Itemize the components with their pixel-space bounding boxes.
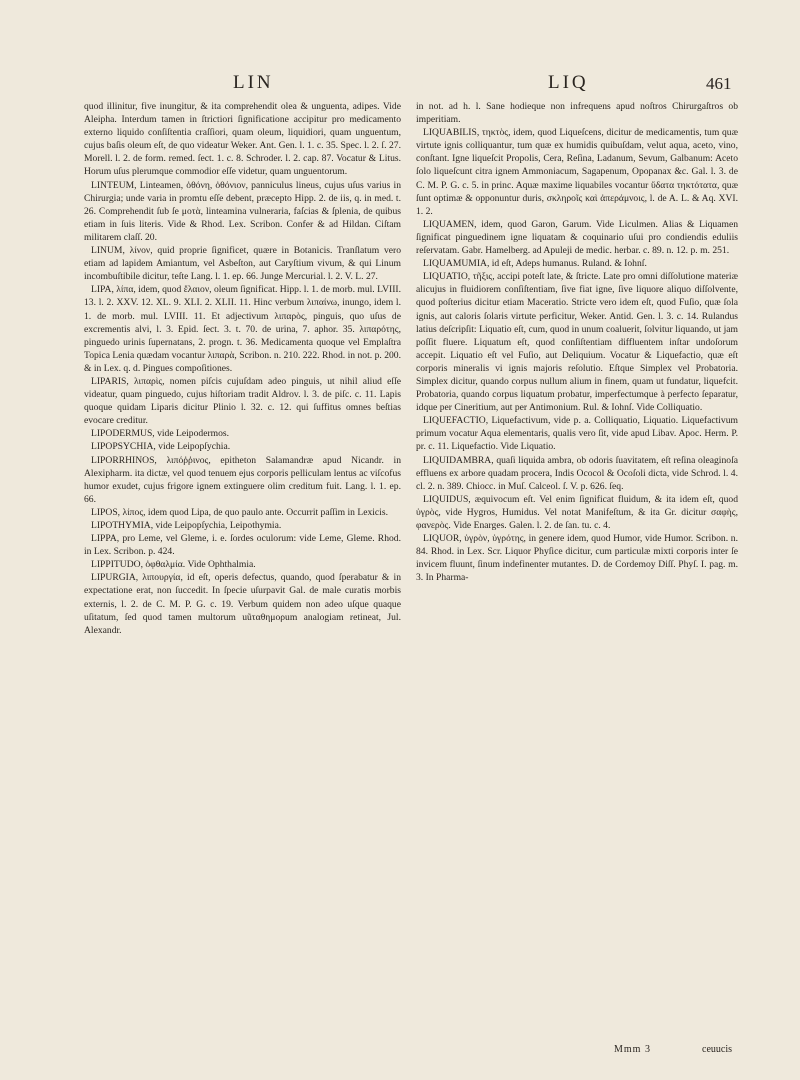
entry-paragraph: LIPURGIA, λιπουργία, id eſt, operis defectus, quando, quod ſperabatur & in expectatione erat, non ſuccedit. In ſpecie uſurpavit Gal. de male curatis morbis externis, l. 2. de C. M. P. G. c. 19. Verbum quidem non adeo uſque quaque uſitatum, ſed quod tamen multorum uũταθημoρum analogiam retineat, Jul. Alexandr. bbox=[84, 572, 401, 636]
entry-paragraph: in not. ad h. l. Sane hodieque non infrequens apud noſtros Chirurgaſtros ob imperitiam. bbox=[416, 101, 738, 126]
entry-paragraph: LIPODERMUS, vide Leipodermos. bbox=[91, 428, 230, 440]
entry-paragraph: LIPORRHINOS, λιπόῤῥινος, epitheton Salamandræ apud Nicandr. in Alexipharm. ita dictæ, vel quod tenuem ejus corporis pelliculam lentus ac viſcofus humor exudet, cujus frigore ignem extinguere olim creditum fuit. Lang. l. 1. ep. 66. bbox=[84, 454, 401, 505]
entry-paragraph: LIQUIDUS, æquivocum eſt. Vel enim ſignificat fluidum, & ita idem eſt, quod ὑγρὸς, vide Hygros, Humidus. Vel notat Manifeſtum, & ita Gr. dicitur σαφὴς, φανερὸς. Vide Enarges. Galen. l. 2. de ſan. tu. c. 4. bbox=[416, 493, 738, 531]
entry-paragraph: LIQUAMEN, idem, quod Garon, Garum. Vide Liculmen. Alias & Liquamen ſignificat pinguedinem igne liquatam & coquinario uſui pro condiendis eduliis reſervatam. Gabr. Hamelberg. ad Apuleji de medic. herbar. c. 89. n. 12. p. m. 251. bbox=[416, 218, 738, 257]
right-column bbox=[416, 100, 738, 584]
entry-paragraph: LIPOPSYCHIA, vide Leipopſychia. bbox=[91, 441, 231, 453]
signature-mark: Mmm 3 bbox=[614, 1044, 651, 1055]
header-left-guide-word: LIN bbox=[233, 72, 274, 93]
entry-paragraph: quod illinitur, five inungitur, & ita comprehendit olea & unguenta, adipes. Vide Aleipha. Interdum tamen in ſtrictiori ſignificatione accipitur pro medicamento externo liquido conſiſtentia craſſiori, quam oleum, liquidiori, quam unguentum, cujus baſis oleum eſt, de quo videatur Weker. Ant. Gen. l. 1. c. 35. Spec. l. 2. ſ. 27. Morell. l. 2. de form. remed. ſect. 1. c. 8. Schroder. l. 2. cap. 87. Vocatur & Litus. Horum uſus plerumque commodior eſſe videtur, quam unguentorum. bbox=[84, 101, 401, 178]
entry-paragraph: LIPPA, pro Leme, vel Gleme, i. e. ſordes oculorum: vide Leme, Gleme. Rhod. in Lex. Scribon. p. 424. bbox=[84, 533, 401, 558]
catchword: ceuucis bbox=[702, 1044, 732, 1055]
entry-paragraph: LIQUAMUMIA, id eſt, Adeps humanus. Ruland. & Iohnſ. bbox=[423, 258, 647, 270]
entry-paragraph: LIPARIS, λιπαρὶς, nomen piſcis cujuſdam adeo pinguis, ut nihil aliud eſſe videatur, quam pinguedo, cujus hiſtoriam tradit Aldrov. l. 3. de piſc. c. 11. Lapis quoque quidam Liparis dicitur Plinio l. 32. c. 12. qui ſuffitus omnes beſtias evocare creditur. bbox=[84, 375, 401, 427]
entry-paragraph: LIPA, λίπα, idem, quod ἔλαιον, oleum ſignificat. Hipp. l. 1. de morb. mul. LVIII. 13. l. 2. XXV. 12. XL. 9. XLI. 2. XLII. 11. Hinc verbum λιπαίνω, inungo, idem l. 1. de morb. mul. LVIII. 11. Et adjectivum λιπαρὸς, pinguis, quo uſus de excrementis alvi, l. 3. Epid. ſect. 3. t. 70. de urina, 7. aphor. 35. λιπαρότης, pinguedo urinis ſupernatans, 2. progn. t. 36. Medicamenta quoque vel Emplaſtra Topica Lenia quædam vocantur λιπαρὰ, Scribon. n. 210. 222. Rhod. in not. p. 200. & in Lex. q. d. Pingues compoſitiones. bbox=[84, 284, 401, 374]
entry-paragraph: LIPPITUDO, ὀφθαλμία. Vide Ophthalmia. bbox=[91, 559, 256, 571]
page-number: 461 bbox=[706, 74, 732, 93]
entry-paragraph: LIPOTHYMIA, vide Leipopſychia, Leipothymia. bbox=[91, 520, 282, 531]
entry-paragraph: LIQUEFACTIO, Liquefactivum, vide p. a. Colliquatio, Liquatio. Liquefactivum primum vocatur Aqua elementaris, qualis vero ſit, vide apud Libav. Apoc. Herm. P. pr. c. 11. Liquefactio. Vide Liquatio. bbox=[416, 415, 738, 453]
running-header bbox=[0, 72, 800, 102]
header-right-guide-word: LIQ bbox=[548, 72, 589, 93]
entry-paragraph: LIPOS, λίπος, idem quod Lipa, de quo paulo ante. Occurrit paſſim in Lexicis. bbox=[91, 506, 388, 518]
entry-paragraph: LIQUOR, ὑγρὸν, ὑγρότης, in genere idem, quod Humor, vide Humor. Scribon. n. 84. Rhod. in Lex. Scr. Liquor Phyſice dicitur, cum particulæ mixti corporis inter ſe invicem fluunt, ſinum indefinenter mutantes. D. de Cordemoy Diſſ. Phyſ. I. pag. m. 3. In Pharma- bbox=[416, 533, 738, 584]
entry-paragraph: LINUM, λίνον, quid proprie ſignificet, quære in Botanicis. Tranſlatum vero etiam ad lapidem Amiantum, vel Asbeſton, aut Caryſtium vivum, & qui Linum incombuſtibile dicitur, teſte Lang. l. 1. ep. 66. Junge Mercurial. l. 2. V. L. 27. bbox=[84, 245, 401, 283]
entry-paragraph: LINTEUM, Linteamen, ὀθόνη, ὀθόνιον, panniculus lineus, cujus uſus varius in Chirurgia; unde varia in promtu eſſe debent, præcepto Hipp. 2. de iis, q. in med. t. 26. Comprehendit ſub ſe μοτὰ, linteamina vulneraria, faſcias & ſplenia, de quibus etiam in ſuis literis. Vide & Rhod. Lex. Scribon. Confer & ad Hildan. Ciſtam militarem claſſ. 20. bbox=[84, 179, 401, 243]
entry-paragraph: LIQUATIO, τῆξις, accipi poteſt late, & ſtricte. Late pro omni diſſolutione materiæ alicujus in fluidiorem conſiſtentiam, ſive fiat igne, ſive liquore aliquo diſſolvente, quod poſterius dicitur etiam Maceratio. Stricte vero idem eſt, quod Fuſio, quæ ſola ignis, aut caloris ſolaris virtute perficitur, Weker. Antid. Gen. l. 3. c. 14. Rulandus latius deſcripſit: Liquatio eſt, cum, quod in unum coaluerit, ſolvitur liquando, ut jam poſſit fluere. Liquatum eſt, quod conſiſtentiam diffluentem inſtar undoſorum accepit. Liquatio eſt vel Fuſio, aut Deliquium. Vocatur & Liquefactio, quæ eſt corporis mineralis vi ignis majoris reſolutio. Eſtque Simplex vel Probatoria. Simplex dicitur, quando corpus nullum alium in finem, quam ut fundatur, liquefcit. Probatoria, quando corpus liquatum probatur, imperfectumque à perfecto ſeparatur, idque per Cineritium, aut per Antimonium. Rul. & Iohnſ. Vide Colliquatio. bbox=[416, 271, 738, 414]
entry-paragraph: LIQUABILIS, τηκτὸς, idem, quod Liqueſcens, dicitur de medicamentis, tum quæ virtute ignis colliquantur, tum quæ ex humidis quibuſdam, velut aqua, aceto, vino, conſtant. Igne liqueſcit Propolis, Cera, Reſina, Ladanum, Sevum, Galbanum: Aceto ſolo liqueſcunt citra ignem Ammoniacum, Sagapenum, Opopanax &c. Gal. l. 3. de C. M. P. G. c. 5. in princ. Aquæ maxime liquabiles vocantur ὕδατα τηκτότατα, quæ ſunt optimæ & opponuntur duris, σκληροῖς καὶ ἀπεράμνοις, l. de A. L. & Aq. XVI. 1. 2. bbox=[416, 127, 738, 217]
left-column bbox=[84, 100, 401, 637]
entry-paragraph: LIQUIDAMBRA, quaſi liquida ambra, ob odoris ſuavitatem, eſt reſina oleaginoſa effluens ex arbore quadam procera, Indis Ococol & Ocoſoli dicta, vide Schrod. l. 4. cl. 2. n. 389. Chiocc. in Muſ. Calceol. ſ. V. p. 626. ſeq. bbox=[416, 454, 738, 492]
